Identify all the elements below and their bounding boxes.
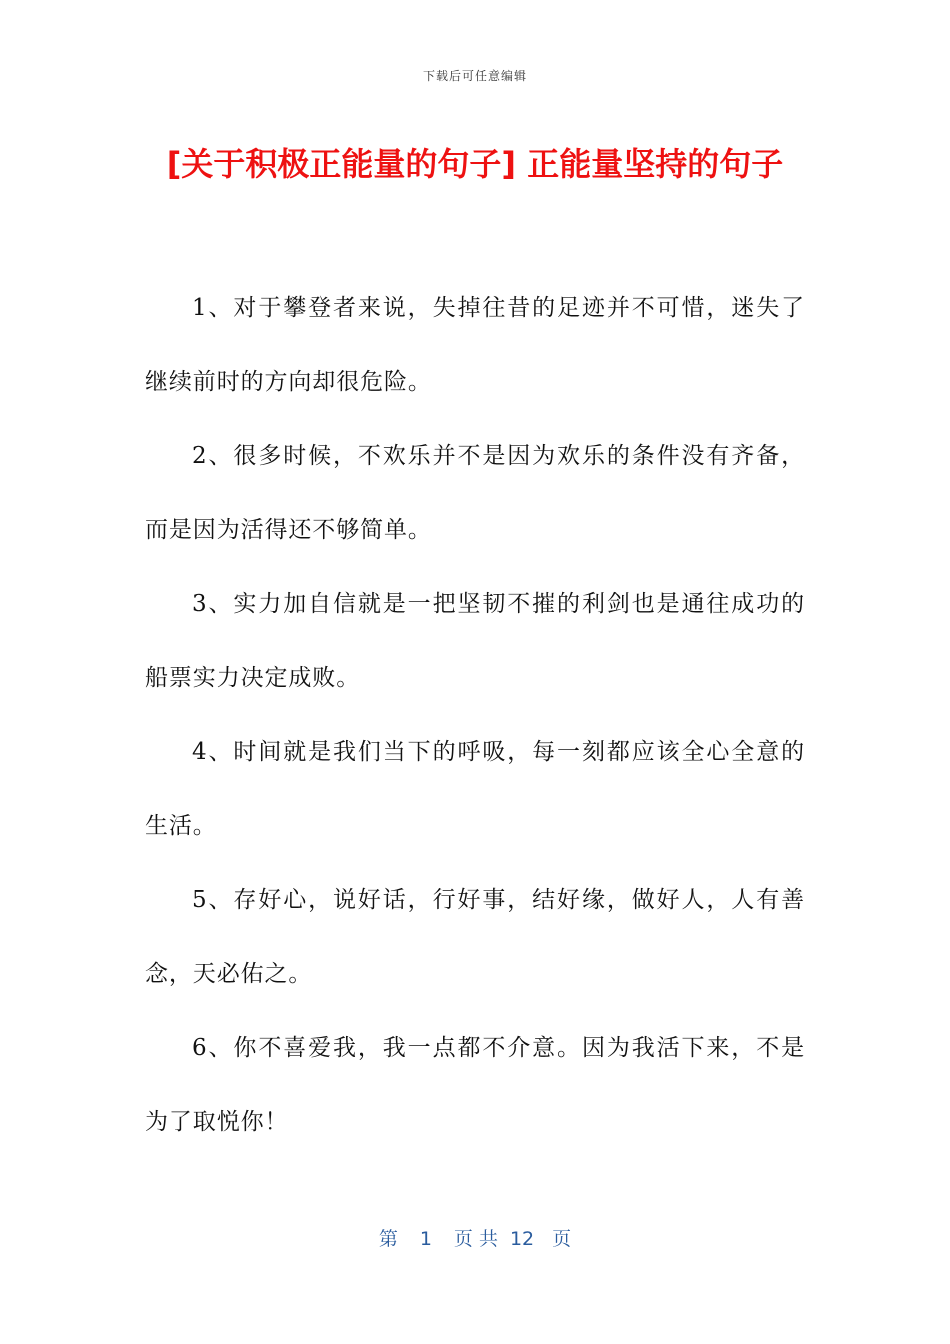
paragraph-1: 1、对于攀登者来说，失掉往昔的足迹并不可惜，迷失了继续前时的方向却很危险。 — [145, 295, 805, 395]
paragraph-2: 2、很多时候，不欢乐并不是因为欢乐的条件没有齐备，而是因为活得还不够简单。 — [145, 443, 805, 543]
paragraph-3: 3、实力加自信就是一把坚韧不摧的利剑也是通往成功的船票实力决定成败。 — [145, 591, 805, 691]
paragraph-5: 5、存好心，说好话，行好事，结好缘，做好人，人有善念，天必佑之。 — [145, 887, 805, 987]
page-title: [关于积极正能量的句子] 正能量坚持的句子 — [166, 145, 784, 183]
article-body — [145, 271, 805, 1159]
footer-middle: 页 共 — [453, 1228, 498, 1250]
footer-prefix: 第 — [378, 1228, 398, 1250]
page-footer — [0, 1224, 950, 1251]
paragraph-4: 4、时间就是我们当下的呼吸，每一刻都应该全心全意的生活。 — [145, 739, 805, 839]
footer-suffix: 页 — [552, 1228, 572, 1250]
paragraph-6: 6、你不喜爱我，我一点都不介意。因为我活下来，不是为了取悦你！ — [145, 1035, 805, 1135]
total-pages-number: 12 — [509, 1228, 535, 1250]
header-note: 下载后可任意编辑 — [422, 69, 527, 83]
current-page-number: 1 — [419, 1228, 432, 1250]
